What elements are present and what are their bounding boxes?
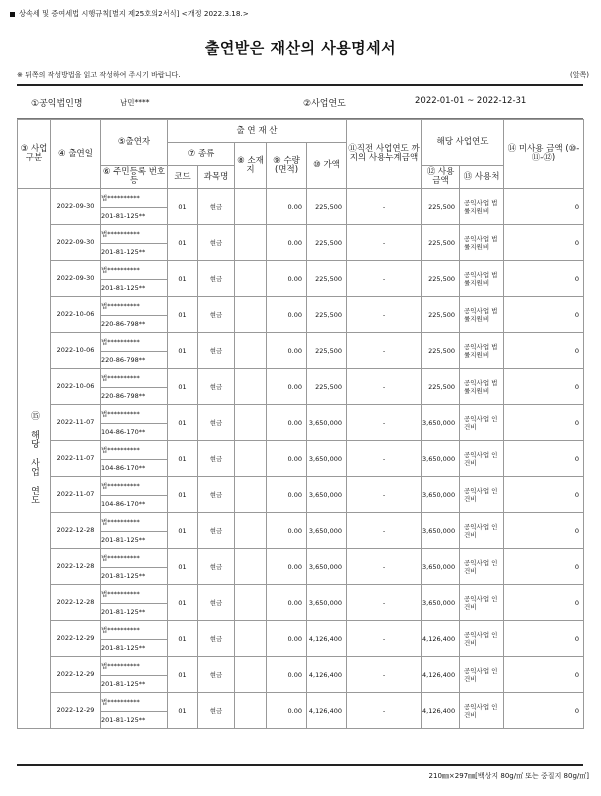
- donor-id: 201-81-125**: [101, 715, 146, 724]
- unused-amount-cell: 0: [504, 225, 584, 261]
- table-row: [18, 513, 584, 549]
- table-row: [18, 585, 584, 621]
- donor-name: 법**********: [101, 441, 167, 459]
- table-row: [18, 369, 584, 405]
- value-cell: 225,500: [307, 297, 347, 333]
- table-row: [18, 261, 584, 297]
- prev-cumulative-cell: -: [347, 261, 422, 297]
- donor-id: 220-86-798**: [101, 355, 146, 364]
- donation-date-cell: 2022-10-06: [51, 369, 101, 405]
- location-cell: [235, 513, 267, 549]
- location-cell: [235, 693, 267, 729]
- table-row: [18, 441, 584, 477]
- code-cell: 01: [168, 405, 198, 441]
- subject-cell: 현금: [198, 585, 235, 621]
- used-amount-cell: 225,500: [422, 189, 460, 225]
- used-amount-cell: 225,500: [422, 333, 460, 369]
- donor-name: 법**********: [101, 297, 167, 315]
- donor-id: 104-86-170**: [101, 463, 146, 472]
- usage-table: [17, 119, 584, 729]
- subject-cell: 현금: [198, 441, 235, 477]
- location-cell: [235, 477, 267, 513]
- quantity-cell: 0.00: [267, 657, 307, 693]
- current-year-business-cell: [18, 189, 51, 729]
- col-current-year: 해당 사업연도: [422, 120, 504, 166]
- prev-cumulative-cell: -: [347, 225, 422, 261]
- col-value: ⑩ 가액: [307, 143, 347, 189]
- used-amount-cell: 225,500: [422, 261, 460, 297]
- donor-id: 104-86-170**: [101, 427, 146, 436]
- usage-place-cell: 공익사업 인건비: [460, 585, 504, 621]
- donor-cell: [101, 261, 168, 297]
- value-cell: 4,126,400: [307, 621, 347, 657]
- donation-date-cell: 2022-11-07: [51, 405, 101, 441]
- prev-cumulative-cell: -: [347, 441, 422, 477]
- quantity-cell: 0.00: [267, 585, 307, 621]
- value-cell: 3,650,000: [307, 585, 347, 621]
- usage-place-cell: 공익사업 법률지원비: [460, 369, 504, 405]
- unused-amount-cell: 0: [504, 693, 584, 729]
- usage-place-cell: 공익사업 인건비: [460, 549, 504, 585]
- unused-amount-cell: 0: [504, 441, 584, 477]
- donor-id: 220-86-798**: [101, 319, 146, 328]
- location-cell: [235, 441, 267, 477]
- form-reference-text: 상속세 및 증여세법 시행규칙[별지 제25호의2서식] <개정 2022.3.18.>: [19, 9, 249, 18]
- unused-amount-cell: 0: [504, 297, 584, 333]
- subject-cell: 현금: [198, 513, 235, 549]
- unused-amount-cell: 0: [504, 333, 584, 369]
- donor-name: 법**********: [101, 261, 167, 279]
- usage-place-cell: 공익사업 인건비: [460, 405, 504, 441]
- corp-name-value: 남민****: [120, 98, 150, 107]
- donor-id: 104-86-170**: [101, 499, 146, 508]
- usage-place-cell: 공익사업 인건비: [460, 477, 504, 513]
- donor-cell: [101, 513, 168, 549]
- donor-id: 201-81-125**: [101, 643, 146, 652]
- prev-cumulative-cell: -: [347, 513, 422, 549]
- table-row: [18, 621, 584, 657]
- subject-cell: 현금: [198, 261, 235, 297]
- location-cell: [235, 333, 267, 369]
- quantity-cell: 0.00: [267, 225, 307, 261]
- location-cell: [235, 621, 267, 657]
- usage-place-cell: 공익사업 인건비: [460, 513, 504, 549]
- fiscal-year-value: 2022-01-01 ~ 2022-12-31: [415, 96, 527, 106]
- donor-name: 법**********: [101, 405, 167, 423]
- donor-name: 법**********: [101, 621, 167, 639]
- bottom-rule: [17, 764, 583, 766]
- donation-date-cell: 2022-10-06: [51, 297, 101, 333]
- code-cell: 01: [168, 477, 198, 513]
- donor-id: 201-81-125**: [101, 607, 146, 616]
- value-cell: 3,650,000: [307, 477, 347, 513]
- subject-cell: 현금: [198, 657, 235, 693]
- col-unused-amount: ⑭ 미사용 금액 (⑩-⑪-⑫): [504, 120, 584, 189]
- code-cell: 01: [168, 693, 198, 729]
- code-cell: 01: [168, 369, 198, 405]
- donation-date-cell: 2022-11-07: [51, 441, 101, 477]
- table-row: [18, 477, 584, 513]
- subject-cell: 현금: [198, 225, 235, 261]
- donor-name: 법**********: [101, 513, 167, 531]
- used-amount-cell: 225,500: [422, 225, 460, 261]
- donor-cell: [101, 405, 168, 441]
- usage-place-cell: 공익사업 인건비: [460, 441, 504, 477]
- value-cell: 3,650,000: [307, 513, 347, 549]
- instruction-note: ※ 뒤쪽의 작성방법을 읽고 작성하여 주시기 바랍니다.: [17, 71, 181, 79]
- prev-cumulative-cell: -: [347, 621, 422, 657]
- donor-cell: [101, 585, 168, 621]
- donor-cell: [101, 477, 168, 513]
- usage-place-cell: 공익사업 법률지원비: [460, 225, 504, 261]
- quantity-cell: 0.00: [267, 693, 307, 729]
- donor-cell: [101, 657, 168, 693]
- used-amount-cell: 4,126,400: [422, 657, 460, 693]
- donor-name: 법**********: [101, 585, 167, 603]
- subject-cell: 현금: [198, 477, 235, 513]
- donor-id: 220-86-798**: [101, 391, 146, 400]
- used-amount-cell: 3,650,000: [422, 549, 460, 585]
- unused-amount-cell: 0: [504, 585, 584, 621]
- code-cell: 01: [168, 513, 198, 549]
- location-cell: [235, 225, 267, 261]
- donor-id: 201-81-125**: [101, 283, 146, 292]
- donor-id: 201-81-125**: [101, 211, 146, 220]
- unused-amount-cell: 0: [504, 621, 584, 657]
- col-donated-asset: 출 연 재 산: [168, 120, 347, 143]
- table-row: [18, 189, 584, 225]
- used-amount-cell: 225,500: [422, 369, 460, 405]
- used-amount-cell: 3,650,000: [422, 441, 460, 477]
- prev-cumulative-cell: -: [347, 477, 422, 513]
- code-cell: 01: [168, 549, 198, 585]
- unused-amount-cell: 0: [504, 405, 584, 441]
- unused-amount-cell: 0: [504, 549, 584, 585]
- subject-cell: 현금: [198, 693, 235, 729]
- col-quantity: ⑨ 수량 (면적): [267, 143, 307, 189]
- donor-cell: [101, 693, 168, 729]
- code-cell: 01: [168, 261, 198, 297]
- quantity-cell: 0.00: [267, 549, 307, 585]
- location-cell: [235, 261, 267, 297]
- donation-date-cell: 2022-12-28: [51, 513, 101, 549]
- donor-name: 법**********: [101, 369, 167, 387]
- donation-date-cell: 2022-09-30: [51, 261, 101, 297]
- unused-amount-cell: 0: [504, 189, 584, 225]
- donor-name: 법**********: [101, 333, 167, 351]
- subject-cell: 현금: [198, 621, 235, 657]
- subject-cell: 현금: [198, 333, 235, 369]
- value-cell: 225,500: [307, 225, 347, 261]
- used-amount-cell: 3,650,000: [422, 513, 460, 549]
- donor-name: 법**********: [101, 189, 167, 207]
- quantity-cell: 0.00: [267, 369, 307, 405]
- quantity-cell: 0.00: [267, 405, 307, 441]
- used-amount-cell: 4,126,400: [422, 693, 460, 729]
- subject-cell: 현금: [198, 369, 235, 405]
- donation-date-cell: 2022-12-28: [51, 549, 101, 585]
- subject-cell: 현금: [198, 297, 235, 333]
- donation-date-cell: 2022-12-29: [51, 621, 101, 657]
- prev-cumulative-cell: -: [347, 549, 422, 585]
- donor-id: 201-81-125**: [101, 571, 146, 580]
- col-prev-cumulative: ⑪직전 사업연도 까지의 사용누계금액: [347, 120, 422, 189]
- donor-cell: [101, 297, 168, 333]
- donor-name: 법**********: [101, 225, 167, 243]
- usage-place-cell: 공익사업 법률지원비: [460, 333, 504, 369]
- unused-amount-cell: 0: [504, 477, 584, 513]
- table-row: [18, 549, 584, 585]
- location-cell: [235, 549, 267, 585]
- value-cell: 3,650,000: [307, 405, 347, 441]
- location-cell: [235, 189, 267, 225]
- code-cell: 01: [168, 189, 198, 225]
- quantity-cell: 0.00: [267, 189, 307, 225]
- current-year-business-label: ⑮ 해당 사업 연도: [29, 411, 39, 504]
- donor-cell: [101, 549, 168, 585]
- code-cell: 01: [168, 225, 198, 261]
- form-reference: [10, 9, 249, 19]
- usage-place-cell: 공익사업 법률지원비: [460, 261, 504, 297]
- quantity-cell: 0.00: [267, 621, 307, 657]
- table-row: [18, 297, 584, 333]
- unused-amount-cell: 0: [504, 369, 584, 405]
- value-cell: 225,500: [307, 261, 347, 297]
- donation-date-cell: 2022-10-06: [51, 333, 101, 369]
- donor-id: 201-81-125**: [101, 679, 146, 688]
- quantity-cell: 0.00: [267, 441, 307, 477]
- prev-cumulative-cell: -: [347, 369, 422, 405]
- prev-cumulative-cell: -: [347, 693, 422, 729]
- paper-spec: 210㎜×297㎜[백상지 80g/㎡ 또는 중질지 80g/㎡]: [428, 772, 589, 780]
- usage-place-cell: 공익사업 인건비: [460, 657, 504, 693]
- used-amount-cell: 3,650,000: [422, 477, 460, 513]
- quantity-cell: 0.00: [267, 333, 307, 369]
- unused-amount-cell: 0: [504, 513, 584, 549]
- location-cell: [235, 585, 267, 621]
- prev-cumulative-cell: -: [347, 405, 422, 441]
- quantity-cell: 0.00: [267, 477, 307, 513]
- quantity-cell: 0.00: [267, 513, 307, 549]
- col-donor: ⑤출연자: [101, 120, 168, 166]
- code-cell: 01: [168, 333, 198, 369]
- col-resident-id: ⑥ 주민등록 번호 등: [101, 166, 168, 189]
- bullet-square-icon: [10, 12, 15, 17]
- donation-date-cell: 2022-12-28: [51, 585, 101, 621]
- code-cell: 01: [168, 441, 198, 477]
- donor-cell: [101, 189, 168, 225]
- col-subject: 과목명: [198, 166, 235, 189]
- col-business-type: ③ 사업 구분: [18, 120, 51, 189]
- location-cell: [235, 405, 267, 441]
- donor-name: 법**********: [101, 477, 167, 495]
- col-used-amount: ⑫ 사용 금액: [422, 166, 460, 189]
- col-donation-date: ④ 출연일: [51, 120, 101, 189]
- value-cell: 4,126,400: [307, 693, 347, 729]
- usage-place-cell: 공익사업 인건비: [460, 621, 504, 657]
- value-cell: 3,650,000: [307, 549, 347, 585]
- page-title: 출연받은 재산의 사용명세서: [204, 39, 397, 57]
- page-side-label: (앞쪽): [570, 71, 589, 79]
- quantity-cell: 0.00: [267, 261, 307, 297]
- location-cell: [235, 369, 267, 405]
- value-cell: 225,500: [307, 369, 347, 405]
- table-row: [18, 657, 584, 693]
- donor-cell: [101, 441, 168, 477]
- value-cell: 225,500: [307, 189, 347, 225]
- corp-name-label: ①공익법인명: [31, 99, 83, 109]
- donor-name: 법**********: [101, 549, 167, 567]
- donor-id: 201-81-125**: [101, 247, 146, 256]
- usage-place-cell: 공익사업 법률지원비: [460, 189, 504, 225]
- usage-place-cell: 공익사업 인건비: [460, 693, 504, 729]
- code-cell: 01: [168, 297, 198, 333]
- location-cell: [235, 657, 267, 693]
- quantity-cell: 0.00: [267, 297, 307, 333]
- subject-cell: 현금: [198, 405, 235, 441]
- col-code: 코드: [168, 166, 198, 189]
- subject-cell: 현금: [198, 549, 235, 585]
- donor-cell: [101, 225, 168, 261]
- col-location: ⑧ 소재지: [235, 143, 267, 189]
- donor-id: 201-81-125**: [101, 535, 146, 544]
- donation-date-cell: 2022-12-29: [51, 693, 101, 729]
- donation-date-cell: 2022-09-30: [51, 189, 101, 225]
- table-row: [18, 405, 584, 441]
- donor-name: 법**********: [101, 657, 167, 675]
- fiscal-year-label: ②사업연도: [303, 99, 346, 109]
- prev-cumulative-cell: -: [347, 189, 422, 225]
- unused-amount-cell: 0: [504, 657, 584, 693]
- col-kind: ⑦ 종류: [168, 143, 235, 166]
- table-row: [18, 333, 584, 369]
- unused-amount-cell: 0: [504, 261, 584, 297]
- donor-name: 법**********: [101, 693, 167, 711]
- donor-cell: [101, 369, 168, 405]
- value-cell: 4,126,400: [307, 657, 347, 693]
- code-cell: 01: [168, 621, 198, 657]
- donor-cell: [101, 621, 168, 657]
- used-amount-cell: 4,126,400: [422, 621, 460, 657]
- subject-cell: 현금: [198, 189, 235, 225]
- location-cell: [235, 297, 267, 333]
- value-cell: 225,500: [307, 333, 347, 369]
- donation-date-cell: 2022-11-07: [51, 477, 101, 513]
- info-row: [17, 86, 583, 118]
- code-cell: 01: [168, 585, 198, 621]
- prev-cumulative-cell: -: [347, 333, 422, 369]
- table-row: [18, 225, 584, 261]
- donation-date-cell: 2022-09-30: [51, 225, 101, 261]
- prev-cumulative-cell: -: [347, 657, 422, 693]
- used-amount-cell: 3,650,000: [422, 405, 460, 441]
- value-cell: 3,650,000: [307, 441, 347, 477]
- used-amount-cell: 3,650,000: [422, 585, 460, 621]
- table-row: [18, 693, 584, 729]
- code-cell: 01: [168, 657, 198, 693]
- donation-date-cell: 2022-12-29: [51, 657, 101, 693]
- prev-cumulative-cell: -: [347, 297, 422, 333]
- prev-cumulative-cell: -: [347, 585, 422, 621]
- col-usage-place: ⑬ 사용처: [460, 166, 504, 189]
- usage-place-cell: 공익사업 법률지원비: [460, 297, 504, 333]
- donor-cell: [101, 333, 168, 369]
- used-amount-cell: 225,500: [422, 297, 460, 333]
